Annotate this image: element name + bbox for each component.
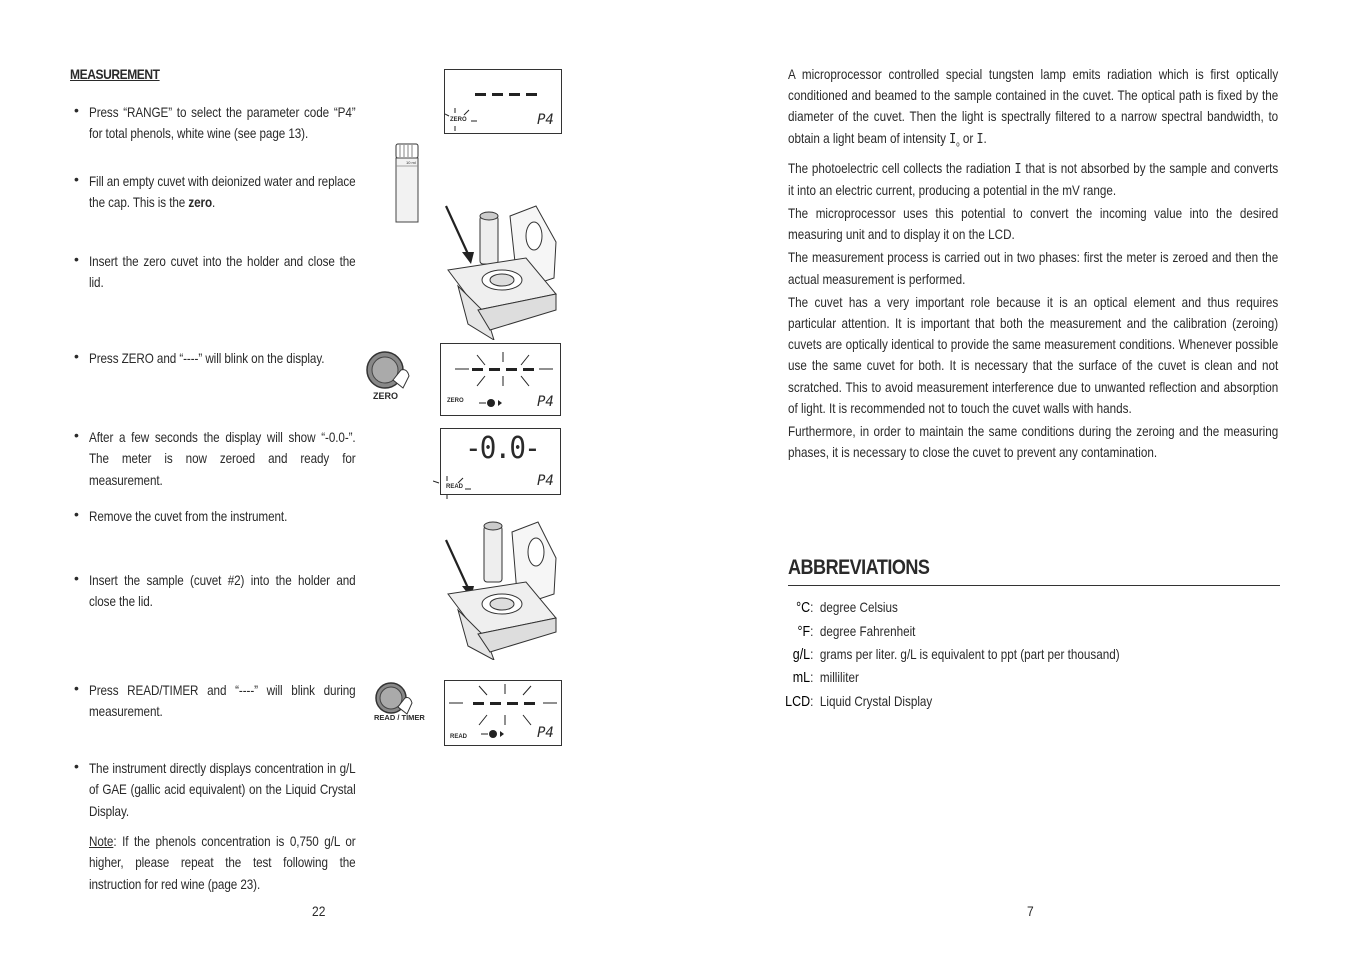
page-number-left: 22 [312,903,326,919]
zero-button-icon [365,350,411,390]
step-text: Press ZERO and “----” will blink on the display. [89,351,325,366]
bullet: • [74,251,79,267]
abbreviation-row: °C: degree Celsius [774,598,898,618]
bullet: • [74,758,79,774]
bullet: • [74,680,79,696]
bullet: • [74,102,79,118]
abbr-value: degree Fahrenheit [819,624,916,639]
abbreviation-row: LCD: Liquid Crystal Display [774,692,932,712]
abbr-key: °F [797,624,811,640]
zero-indicator: ZERO [450,117,467,123]
paragraph-lamp: A microprocessor controlled special tungsten lamp emits radiation which is first optically conditioned and beamed to the sample contained in the cuvet. The optical path is fixed by the diameter of the cuvet. Then the light is spectrally filtered to a narrow spectral bandwidth, to obtain a light beam of intensity $I_o$ or I. [788,67,1279,149]
read-timer-button-illustration [374,681,414,715]
abbr-value: grams per liter. g/L is equivalent to ppt (part per thousand) [819,647,1120,662]
abbr-key: mL [792,670,811,686]
lcd-display-blinking-zero [440,343,561,416]
zero-button-label: ZERO [373,391,399,401]
step-insert-sample [74,570,404,615]
bullet: • [74,427,79,443]
paragraph-cuvet: The cuvet has a very important role because it is an optical element and thus requires particular attention. It is important that both the measurement and the calibration (zeroing) cuvets are optically identical to provide the same measurement conditions. Whenever possible use the same cuvet for both. It is necessary that the surface of the cuvet is clean and not scratched. This to avoid measurement interference due to unwanted reflection and absorption of light. It is recommended not to touch the cuvet walls with hands. [788,294,1279,416]
paragraph-photocell: The photoelectric cell collects the radiation I that is not absorbed by the sample and converts it into an electric current, producing a potential in the mV range. [788,160,1279,198]
divider [788,585,1280,586]
step-text: Remove the cuvet from the instrument. [89,509,288,524]
step-text: Insert the zero cuvet into the holder and close the lid. [89,254,356,291]
lcd-display-dashes [444,69,562,134]
abbreviation-row: °F: degree Fahrenheit [774,622,915,642]
step-zeroed [74,427,404,488]
abbr-key: g/L [792,647,811,663]
symbol-intensity: I [949,130,957,147]
section-heading-abbreviations: ABBREVIATIONS [788,556,930,579]
read-indicator: READ [450,734,468,740]
lcd-display-zeroed [440,428,561,495]
read-timer-button-label: READ / TIMER [374,713,425,722]
step-text: After a few seconds the display will show “-0.0-”. The meter is now zeroed and ready for measurement. [89,430,356,488]
step-text: Insert the sample (cuvet #2) into the holder and close the lid. [89,573,356,610]
page-number-right: 7 [1027,903,1034,919]
step-insert-zero-cuvet [74,251,404,291]
abbr-key: °C [796,600,811,616]
meter-insert-zero-illustration [438,198,566,340]
step-text: Press READ/TIMER and “----” will blink during measurement. [89,683,356,720]
section-heading-measurement: MEASUREMENT [70,66,160,82]
meter-icon [438,518,566,660]
symbol-sub: o [956,141,960,149]
step-select-range [74,102,404,147]
read-timer-button-icon [374,681,414,715]
zero-term: zero [188,195,213,211]
meter-icon [438,198,566,340]
description-text [788,64,1278,465]
bullet: • [74,171,79,187]
lcd-code: P4 [537,725,554,741]
lcd-code: P4 [537,112,554,128]
lcd-code: P4 [537,473,554,489]
bullet: • [74,348,79,364]
step-remove-cuvet [74,506,404,530]
bullet: • [74,506,79,522]
abbr-value: degree Celsius [819,600,898,615]
cuvet-icon [394,142,420,224]
step-text: The instrument directly displays concentration in g/L of GAE (gallic acid equivalent) on the Liquid Crystal Display. [89,761,356,819]
lcd-display-blinking-read [444,680,562,746]
zero-indicator: ZERO [447,398,464,404]
abbreviation-row: mL: milliliter [774,668,859,688]
symbol-intensity: I [1014,160,1022,177]
meter-insert-sample-illustration [438,518,566,660]
bullet: • [74,570,79,586]
paragraph-microprocessor: The microprocessor uses this potential to convert the incoming value into the desired measuring unit and to display it on the LCD. [788,205,1279,243]
note-label: Note [89,834,114,849]
step-press-read [74,680,404,725]
lcd-code: P4 [537,394,554,410]
abbr-key: LCD [785,694,811,710]
cuvet-volume-mark: 10 ml [406,160,416,165]
step-press-zero [74,348,404,372]
step-text: Press “RANGE” to select the parameter code “P4” for total phenols, white wine (see page 13). [89,105,356,142]
step-text: Fill an empty cuvet with deionized water and replace the cap. This is the zero. [89,174,356,211]
paragraph-process: The measurement process is carried out in two phases: first the meter is zeroed and then the actual measurement is performed. [788,250,1279,287]
note-paragraph [74,831,404,897]
note-text: Note: If the phenols concentration is 0,750 g/L or higher, please repeat the test following the instruction for red wine (page 23). [89,834,356,892]
step-display-result [74,758,404,824]
step-fill-cuvet [74,171,404,216]
paragraph-contamination: Furthermore, in order to maintain the same conditions during the zeroing and the measuring phases, it is necessary to close the cuvet to prevent any contamination. [788,423,1279,461]
abbreviation-row: g/L: grams per liter. g/L is equivalent to ppt (part per thousand) [774,645,1120,665]
read-indicator: READ [446,484,464,490]
or-word: or [962,130,974,146]
zero-button-illustration [365,350,411,390]
abbr-value: Liquid Crystal Display [819,694,933,709]
symbol-intensity: I [976,130,984,147]
cuvet-illustration [394,142,420,224]
lcd-reading: -0.0- [465,431,539,466]
abbr-value: milliliter [819,670,859,685]
